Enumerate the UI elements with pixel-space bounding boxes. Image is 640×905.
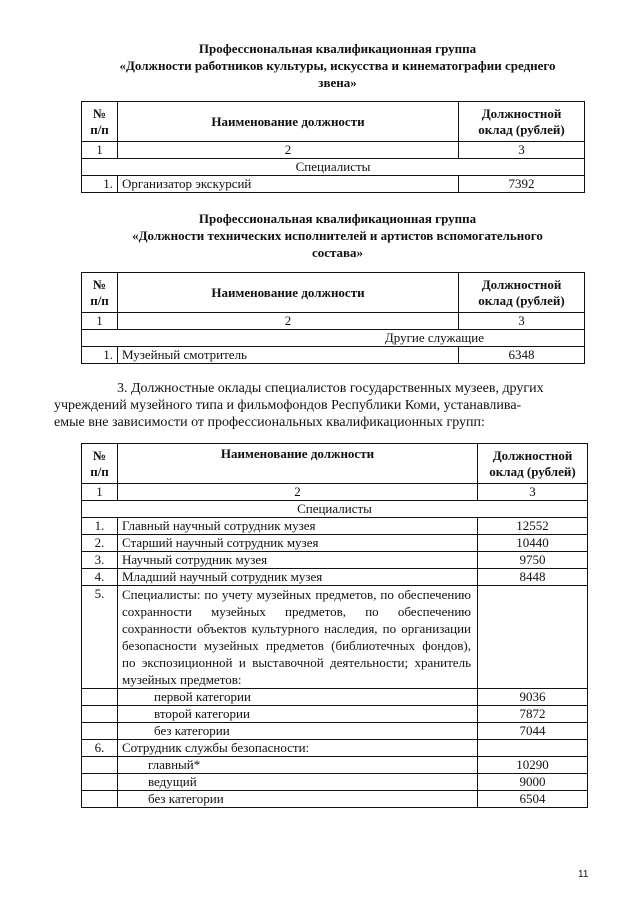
table-row: без категории 6504 bbox=[82, 791, 588, 808]
index-row: 1 2 3 bbox=[82, 484, 588, 501]
index-row: 1 2 3 bbox=[82, 142, 585, 159]
section-row: Специалисты bbox=[82, 501, 588, 518]
col-num-header: № п/п bbox=[82, 273, 118, 313]
heading-line: «Должности технических исполнителей и артистов вспомогательного bbox=[132, 228, 543, 243]
table-row: второй категории 7872 bbox=[82, 706, 588, 723]
table-row: 5. Специалисты: по учету музейных предметов, по обеспечению сохранности музейных предметов, по обеспечению сохранности объектов культурного наследия, по организации безопасности музейных предметов (библиотечных фондов), по экспозиционной и выставочной деятельности; хранитель музейных предметов: bbox=[82, 586, 588, 689]
group2-table bbox=[81, 272, 585, 364]
table-row: ведущий 9000 bbox=[82, 774, 588, 791]
table-row: 4. Младший научный сотрудник музея 8448 bbox=[82, 569, 588, 586]
table-row: главный* 10290 bbox=[82, 757, 588, 774]
col-salary-header: Должностной оклад (рублей) bbox=[459, 273, 585, 313]
section-row: Другие служащие bbox=[82, 330, 585, 347]
table-row: без категории 7044 bbox=[82, 723, 588, 740]
group1-heading bbox=[60, 40, 615, 91]
heading-line: Профессиональная квалификационная группа bbox=[198, 211, 477, 226]
section-row: Специалисты bbox=[82, 159, 585, 176]
index-row: 1 2 3 bbox=[82, 313, 585, 330]
paragraph-line: учреждений музейного типа и фильмофондов Республики Коми, устанавлива- bbox=[54, 398, 522, 413]
col-name-header: Наименование должности bbox=[118, 444, 478, 484]
col-num-header: № п/п bbox=[82, 102, 118, 142]
table-row: 2. Старший научный сотрудник музея 10440 bbox=[82, 535, 588, 552]
heading-line: звена» bbox=[318, 75, 357, 90]
heading-line: Профессиональная квалификационная группа bbox=[198, 41, 477, 56]
paragraph-3 bbox=[54, 380, 594, 431]
table-row: 6. Сотрудник службы безопасности: bbox=[82, 740, 588, 757]
table-row: 1. Организатор экскурсий 7392 bbox=[82, 176, 585, 193]
paragraph-line: 3. Должностные оклады специалистов государственных музеев, других bbox=[117, 381, 544, 396]
col-salary-header: Должностной оклад (рублей) bbox=[478, 444, 588, 484]
col-name-header: Наименование должности bbox=[118, 102, 459, 142]
heading-line: состава» bbox=[311, 245, 364, 260]
heading-line: «Должности работников культуры, искусства и кинематографии среднего bbox=[119, 58, 556, 73]
table-row: 3. Научный сотрудник музея 9750 bbox=[82, 552, 588, 569]
group1-table bbox=[81, 101, 585, 193]
table-row: 1. Главный научный сотрудник музея 12552 bbox=[82, 518, 588, 535]
col-name-header: Наименование должности bbox=[118, 273, 459, 313]
col-salary-header: Должностной оклад (рублей) bbox=[459, 102, 585, 142]
page-number: 11 bbox=[578, 869, 589, 880]
museum-table bbox=[81, 443, 588, 808]
group2-heading bbox=[60, 210, 615, 261]
table-row: первой категории 9036 bbox=[82, 689, 588, 706]
col-num-header: № п/п bbox=[82, 444, 118, 484]
table-row: 1. Музейный смотритель 6348 bbox=[82, 347, 585, 364]
paragraph-line: емые вне зависимости от профессиональных квалификационных групп: bbox=[54, 415, 485, 430]
